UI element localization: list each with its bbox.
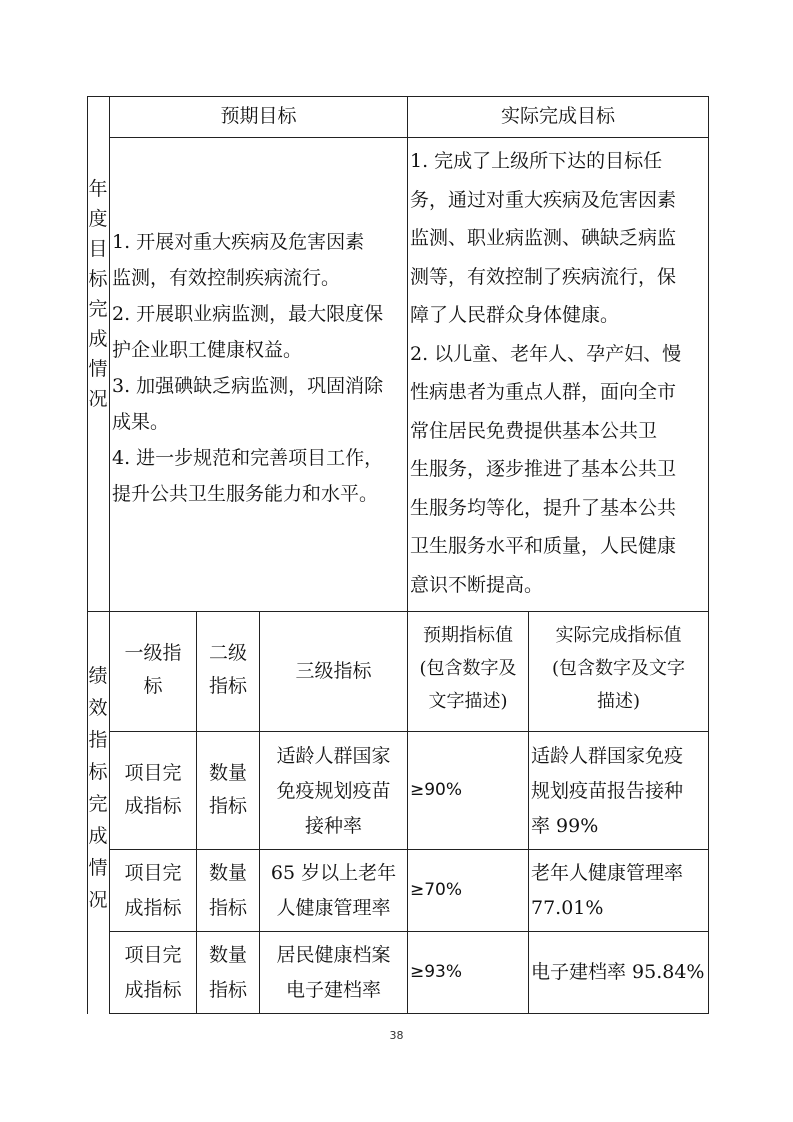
table-row-1-actual: 适龄人群国家免疫 规划疫苗报告接种 率 99% <box>531 745 684 837</box>
table-border <box>109 931 709 932</box>
header-expected-value: 预期指标值 (包含数字及 文字描述) <box>419 625 517 712</box>
table-row-3-level2: 数量 指标 <box>208 944 247 1001</box>
header-actual-goal: 实际完成目标 <box>500 105 615 127</box>
table-row-1-level2: 数量 指标 <box>208 762 247 817</box>
table-border <box>109 1013 709 1014</box>
header-level2-indicator: 二级 指标 <box>208 642 247 697</box>
table-row-1-expected: ≥90% <box>410 780 463 800</box>
table-row-2-actual: 老年人健康管理率 77.01% <box>531 862 684 919</box>
table-row-2-level3: 65 岁以上老年 人健康管理率 <box>270 862 397 919</box>
table-row-3-level1: 项目完 成指标 <box>124 944 182 1001</box>
table-row-3-level3: 居民健康档案 电子建档率 <box>276 944 391 1001</box>
table-border <box>87 96 709 97</box>
header-actual-value: 实际完成指标值 (包含数字及文字 描述) <box>551 625 686 712</box>
table-row-3-actual: 电子建档率 95.84% <box>531 961 705 983</box>
table-border <box>109 731 709 732</box>
header-level1-indicator: 一级指 标 <box>124 642 182 697</box>
header-expected-goal: 预期目标 <box>220 105 297 127</box>
table-row-1-level1: 项目完 成指标 <box>124 762 182 817</box>
table-row-2-expected: ≥70% <box>410 880 463 900</box>
expected-goal-text: 1. 开展对重大疾病及危害因素 监测，有效控制疾病流行。 2. 开展职业病监测，最大限度保 护企业职工健康权益。 3. 加强碘缺乏病监测，巩固消除 成果。 4. 进一步规范和完善项目工作， 提升公共卫生服务能力和水平。 <box>112 231 384 505</box>
table-row-3-expected: ≥93% <box>410 962 463 982</box>
header-level3-indicator: 三级指标 <box>295 660 372 682</box>
table-row-2-level2: 数量 指标 <box>208 862 247 919</box>
table-border <box>109 849 709 850</box>
section2-label: 绩 效 指 标 完 成 情 况 <box>88 665 108 911</box>
table-border <box>87 611 709 612</box>
section1-label: 年 度 目 标 完 成 情 况 <box>88 178 108 410</box>
table-border <box>109 137 709 138</box>
table-row-2-level1: 项目完 成指标 <box>124 862 182 919</box>
page-number: 38 <box>389 1029 404 1042</box>
table-row-1-level3: 适龄人群国家 免疫规划疫苗 接种率 <box>276 745 391 837</box>
actual-goal-text: 1. 完成了上级所下达的目标任 务，通过对重大疾病及危害因素 监测、职业病监测、碘缺乏病监 测等，有效控制了疾病流行，保 障了人民群众身体健康。 2. 以儿童、老年人、孕产妇、慢 性病患者为重点人群，面向全市 常住居民免费提供基本公共卫 生服务，逐步推进了基本公共卫 生服务均等化，提升了基本公共 卫生服务水平和质量，人民健康 意识不断提高。 <box>410 150 682 596</box>
table-border <box>708 96 709 1014</box>
